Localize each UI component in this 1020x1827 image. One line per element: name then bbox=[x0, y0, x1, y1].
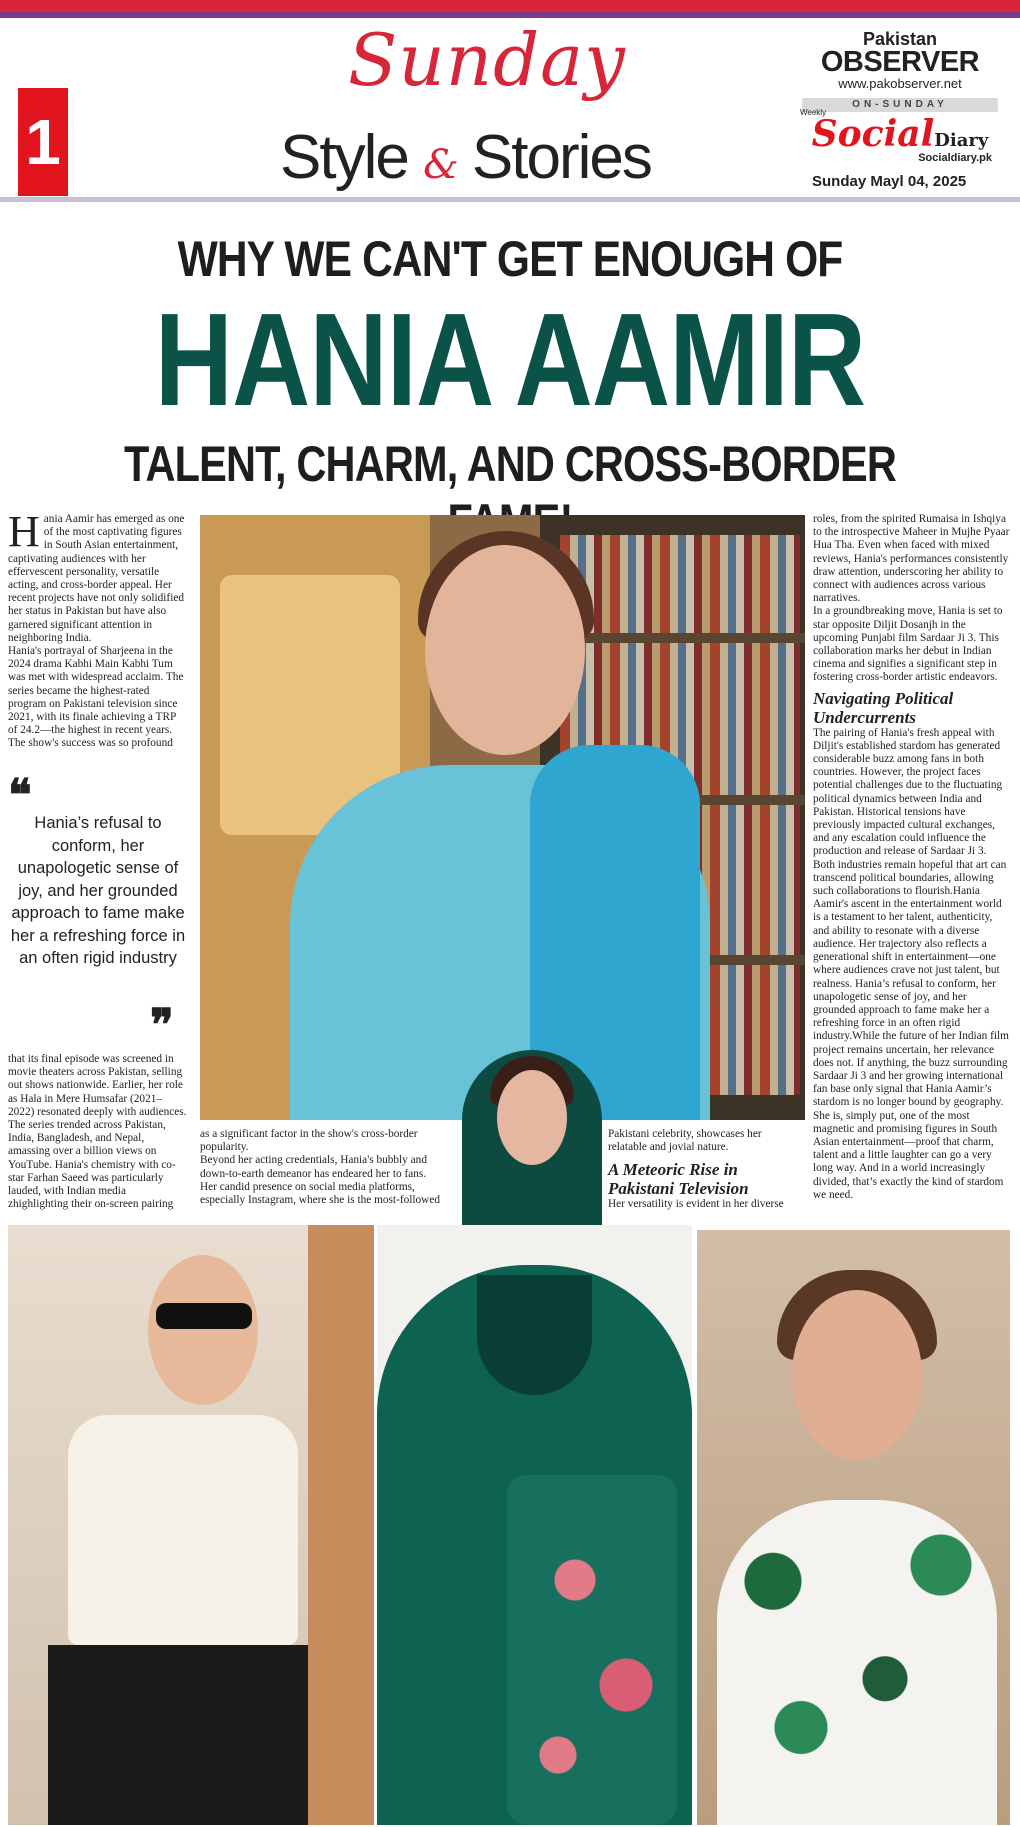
quote-open-icon: ❝ bbox=[8, 770, 32, 821]
publication-logo-block bbox=[800, 30, 1000, 164]
section-title-amp: & bbox=[423, 142, 457, 188]
section-title bbox=[280, 122, 651, 193]
brand-small: Pakistan bbox=[862, 29, 938, 49]
social-diary-url[interactable]: Socialdiary.pk bbox=[918, 152, 992, 164]
diary-logo-text: Diary bbox=[934, 130, 989, 151]
inset-photo-face bbox=[497, 1070, 567, 1165]
article-paragraph: Pakistani celebrity, showcases her relatable and jovial nature. bbox=[608, 1128, 762, 1154]
photo-bg-wall bbox=[308, 1225, 374, 1825]
article-subhead: Navigating Political Undercurrents bbox=[813, 688, 954, 727]
article-column-1-bottom bbox=[8, 1053, 188, 1211]
quote-close-icon: ❞ bbox=[150, 1000, 174, 1051]
brand-big: OBSERVER bbox=[820, 46, 980, 78]
photo-figure-face bbox=[148, 1255, 258, 1405]
social-logo-text: Social bbox=[811, 113, 935, 155]
article-paragraph: roles, from the spirited Rumaisa in Ishqiya to the introspective Maheer in Mujhe Pyaar Hua Tha. Even when faced with mixed reviews, Hania's performances consistently draw attention, underscoring her ability to connect with audiences across various narratives. bbox=[813, 513, 1010, 605]
article-paragraph: Her versatility is evident in her diverse bbox=[608, 1198, 784, 1211]
photo-figure-dupatta bbox=[507, 1475, 677, 1825]
article-paragraph: Beyond her acting credentials, Hania's bubbly and down-to-earth demeanor has endeared her to fans. Her candid presence on social media platforms, especially Instagram, where she is the most-followed bbox=[200, 1154, 440, 1207]
sunglasses-icon bbox=[156, 1303, 252, 1329]
photo-figure-face bbox=[425, 545, 585, 755]
article-column-2 bbox=[200, 1128, 445, 1207]
photo-figure-pants bbox=[48, 1645, 308, 1825]
issue-date: Sunday Mayl 04, 2025 bbox=[812, 173, 967, 190]
headline-sub: TALENT, CHARM, AND CROSS-BORDER bbox=[124, 436, 896, 492]
article-paragraph: that its final episode was screened in movie theaters across Pakistan, selling out shows nationwide. Earlier, her role as Hala in Mere Humsafar (2021–2022) resonated deeply with audiences. The series trended across Pakistan, India, Bangladesh, and Nepal, amassing over a billion views on YouTube. Hania's chemistry with co-star Farhan Saeed was particularly lauded, with Indian media zhighlighting their on-screen pairing bbox=[8, 1053, 187, 1211]
article-paragraph: Hania's portrayal of Sharjeena in the 2024 drama Kabhi Main Kabhi Tum was met with widespread acclaim. The series became the highest-rated program on Pakistani television since 2021, with its finale achieving a TRP of 24.2—the highest in recent years. The show's success was so profound bbox=[8, 645, 184, 750]
social-diary-logo bbox=[800, 113, 1000, 155]
section-title-stories: Stories bbox=[471, 123, 651, 192]
article-subhead: A Meteoric Rise in Pakistani Television bbox=[608, 1160, 749, 1199]
photo-figure-top bbox=[68, 1415, 298, 1645]
weekly-label: Weekly bbox=[800, 108, 827, 117]
sunday-script-title: Sunday bbox=[348, 18, 626, 102]
photo-figure-dress bbox=[717, 1500, 997, 1825]
photo-floral-dress bbox=[697, 1230, 1010, 1825]
photo-figure-face bbox=[792, 1290, 922, 1460]
inset-photo-portrait bbox=[462, 1050, 602, 1225]
photo-figure-yoke bbox=[477, 1275, 592, 1395]
article-column-4 bbox=[813, 513, 1011, 1202]
article-column-1-top bbox=[8, 507, 188, 751]
drop-cap: H bbox=[8, 507, 40, 556]
article-paragraph: as a significant factor in the show's cross-border popularity. bbox=[200, 1128, 418, 1154]
headline-kicker: WHY WE CAN'T GET ENOUGH OF bbox=[177, 231, 843, 287]
article-paragraph: In a groundbreaking move, Hania is set to star opposite Diljit Dosanjh in the upcoming Punjabi film Sardaar Ji 3. This collaboration marks her debut in Indian cinema and signifies a significant step in fostering cross-border artistic endeavors. bbox=[813, 605, 1003, 684]
brand-url[interactable]: www.pakobserver.net bbox=[838, 76, 962, 91]
photo-sunglasses-look bbox=[8, 1225, 374, 1825]
top-color-bar bbox=[0, 0, 1020, 12]
on-sunday-band: ON-SUNDAY bbox=[802, 98, 998, 112]
article-column-3 bbox=[608, 1128, 800, 1212]
article-paragraph: The pairing of Hania's fresh appeal with Diljit's established stardom has generated considerable buzz among fans in both countries. However, the project faces potential challenges due to the fluctuating political dynamics between India and Pakistan. Historical tensions have previously impacted cultural exchanges, and any escalation could influence the production and release of Sardaar Ji 3. Both industries remain hopeful that art can transcend political boundaries, allowing such collaborations to flourish.Hania Aamir's ascent in the entertainment world is a testament to her talent, authenticity, and ability to resonate with a diverse audience. Her trajectory also reflects a generational shift in entertainment—one where audiences crave not just talent, but realness. Hania’s refusal to conform, her unapologetic sense of joy, and her grounded approach to fame make her a refreshing force in an often rigid industry.While the future of her Indian film project remains uncertain, her relevance does not. If anything, the buzz surrounding Sardaar Ji 3 and her growing international fan base only signal that Hania Aamir’s stardom is no longer bound by geography. She is, simply put, one of the most magnetic and promising figures in South Asian entertainment—proof that charm, talent and a little laughter can go a very long way. And in a world increasingly divided, that’s exactly the kind of stardom we need. bbox=[813, 726, 1009, 1201]
main-photo-hania-aamir bbox=[200, 515, 805, 1120]
headline-main: HANIA AAMIR bbox=[154, 286, 866, 433]
section-title-style: Style bbox=[280, 123, 408, 192]
article-paragraph: ania Aamir has emerged as one of the most captivating figures in South Asian entertainment, captivating audiences with her effervescent personality, versatile acting, and cross-border appeal. Her recent projects have not only solidified her status in Pakistan but have also garnered significant attention in neighboring India. bbox=[8, 513, 185, 644]
photo-green-outfit bbox=[377, 1225, 692, 1825]
page-number: 1 bbox=[18, 88, 68, 196]
masthead-rule bbox=[0, 197, 1020, 202]
pull-quote: Hania’s refusal to conform, her unapologetic sense of joy, and her grounded approach to fame make her a refreshing force in an often rigid industry bbox=[10, 814, 186, 967]
